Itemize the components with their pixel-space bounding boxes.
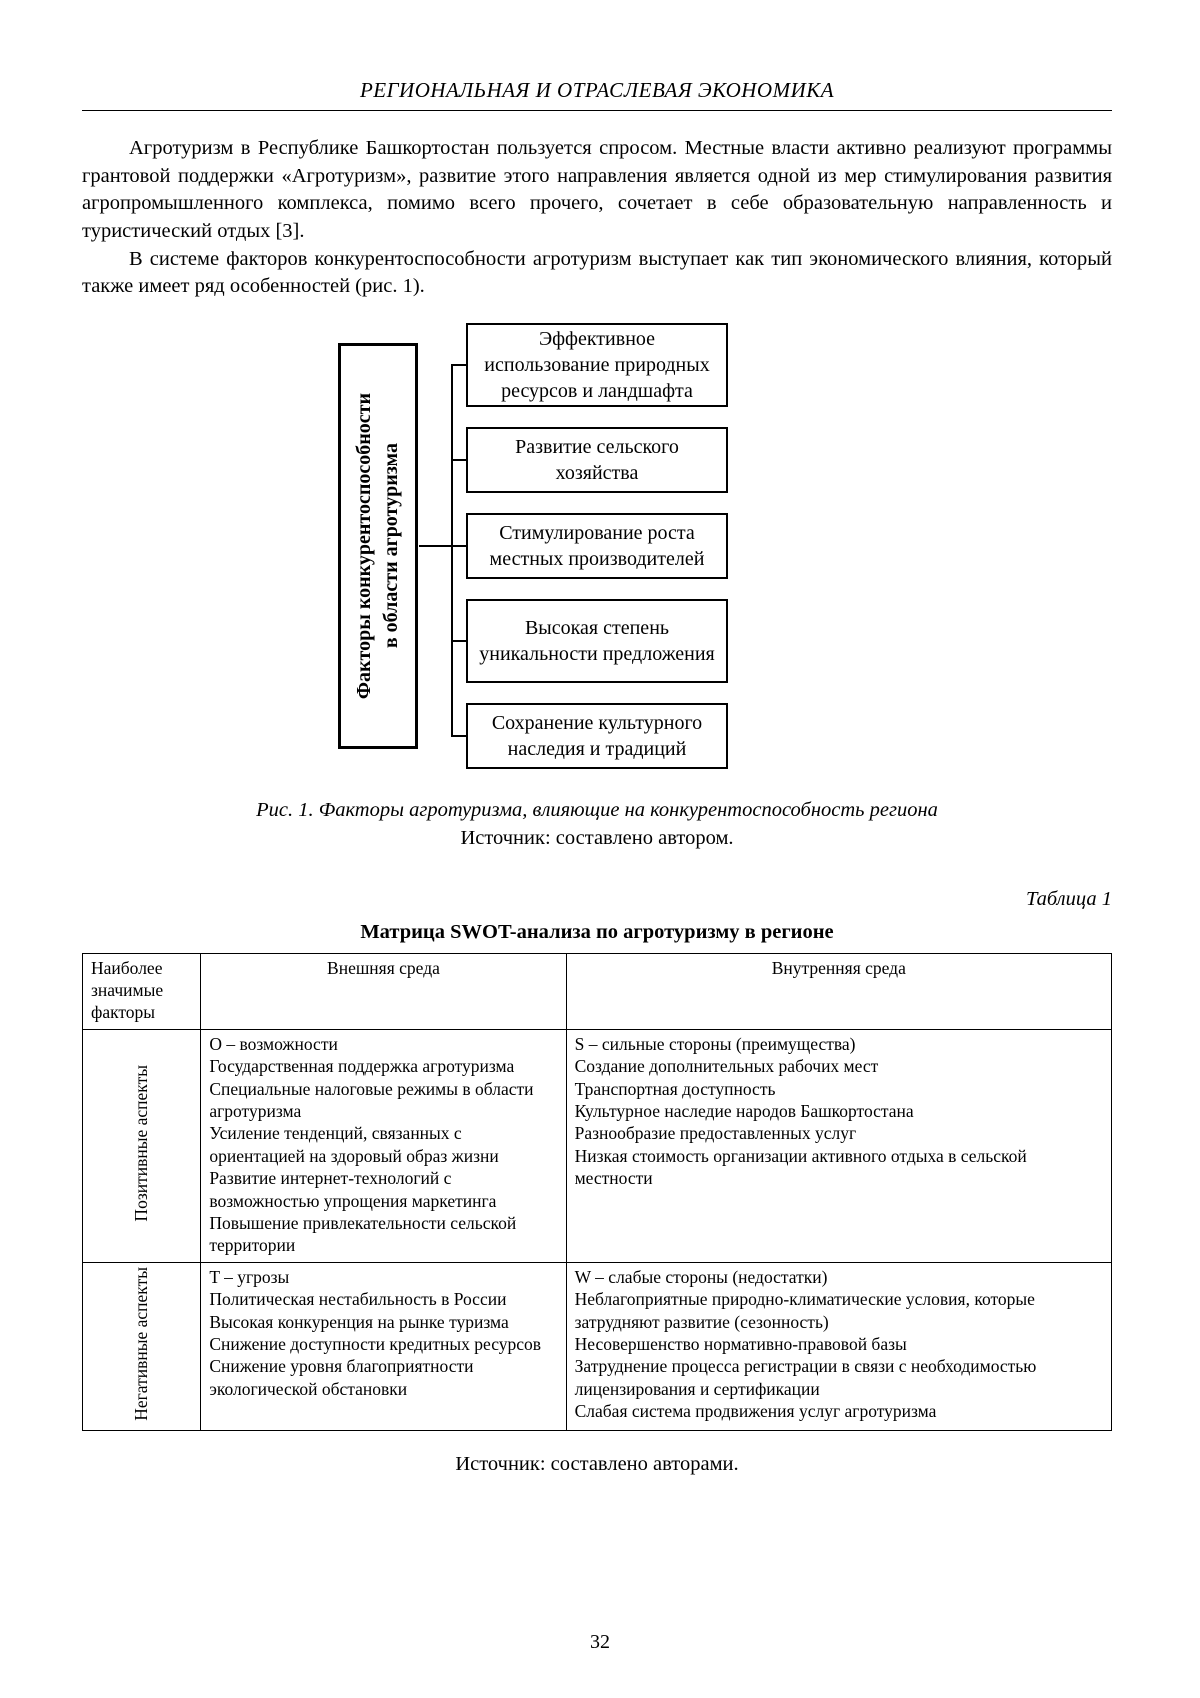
text-line: Слабая система продвижения услуг агротуризма bbox=[574, 1401, 937, 1422]
factor-boxes bbox=[466, 323, 728, 769]
text-line: Высокая конкуренция на рынке туризма bbox=[209, 1311, 509, 1332]
diagram-root-label bbox=[351, 393, 405, 699]
connector-root-line bbox=[419, 545, 453, 547]
connector-trunk-line bbox=[451, 365, 453, 736]
paragraph: В системе факторов конкурентоспособности агротуризм выступает как тип экономического влияния, который также имеет ряд особенностей (рис. 1). bbox=[82, 247, 1112, 298]
cell-opportunities bbox=[201, 1029, 566, 1262]
factor-box bbox=[466, 427, 728, 493]
text-line: W – слабые стороны (недостатки) bbox=[574, 1266, 828, 1287]
threats-list bbox=[209, 1266, 557, 1400]
factor-label: Эффективное использование природных ресурсов и ландшафта bbox=[484, 328, 710, 403]
factor-box bbox=[466, 599, 728, 683]
journal-section-header: РЕГИОНАЛЬНАЯ И ОТРАСЛЕВАЯ ЭКОНОМИКА bbox=[82, 78, 1112, 111]
text-line: Низкая стоимость организации активного отдыха в сельской местности bbox=[574, 1145, 1027, 1189]
text-line: O – возможности bbox=[209, 1033, 338, 1054]
text-line: Транспортная доступность bbox=[574, 1078, 776, 1099]
text-line: Разнообразие предоставленных услуг bbox=[574, 1123, 857, 1144]
text-line: Несовершенство нормативно-правовой базы bbox=[574, 1333, 907, 1354]
factor-box bbox=[466, 703, 728, 769]
text-line: Специальные налоговые режимы в области агротуризма bbox=[209, 1078, 534, 1122]
aspect-label: Негативные аспекты bbox=[130, 1266, 151, 1421]
header-cell-internal: Внутренняя среда bbox=[566, 953, 1111, 1029]
page-number: 32 bbox=[590, 1631, 610, 1653]
text-line: Государственная поддержка агротуризма bbox=[209, 1056, 515, 1077]
factors-diagram bbox=[338, 323, 728, 769]
text-line: Развитие интернет-технологий с возможностью упрощения маркетинга bbox=[209, 1168, 497, 1211]
factor-box bbox=[466, 513, 728, 579]
cell-strengths bbox=[566, 1029, 1111, 1262]
diagram-root-box bbox=[338, 343, 418, 749]
text-line: Создание дополнительных рабочих мест bbox=[574, 1056, 879, 1077]
body-text bbox=[82, 135, 1112, 301]
strengths-list bbox=[575, 1033, 1103, 1190]
header-cell-external: Внешняя среда bbox=[201, 953, 566, 1029]
figure-1 bbox=[82, 323, 1112, 769]
table-row-positive bbox=[83, 1029, 1112, 1262]
factor-box bbox=[466, 323, 728, 407]
text-line: Снижение доступности кредитных ресурсов bbox=[209, 1333, 542, 1354]
paragraph: Агротуризм в Республике Башкортостан пользуется спросом. Местные власти активно реализуют программы грантовой поддержки «Агротуризм», развитие этого направления является одной из мер стимулирования развития агропромышленного комплекса, помимо всего прочего, сочетает в себе образовательную направленность и туристический отдых [3]. bbox=[82, 137, 1112, 243]
table-source: Источник: составлено авторами. bbox=[455, 1452, 739, 1475]
figure-caption: Рис. 1. Факторы агротуризма, влияющие на конкурентоспособность региона bbox=[256, 799, 938, 822]
factor-label: Развитие сельского хозяйства bbox=[515, 436, 679, 485]
text-line: Факторы конкурентоспособности bbox=[353, 392, 375, 700]
text-line: Усиление тенденций, связанных с ориентацией на здоровый образ жизни bbox=[209, 1123, 499, 1166]
text-line: T – угрозы bbox=[209, 1266, 290, 1287]
opportunities-list bbox=[209, 1033, 557, 1257]
header-cell-factors: Наиболее значимые факторы bbox=[83, 953, 201, 1029]
weaknesses-list bbox=[575, 1266, 1103, 1423]
text-line: Повышение привлекательности сельской территории bbox=[209, 1212, 517, 1256]
factor-label: Сохранение культурного наследия и традиций bbox=[491, 712, 703, 761]
table-header-row bbox=[83, 953, 1112, 1029]
aspect-cell-negative bbox=[83, 1262, 201, 1430]
text-line: S – сильные стороны (преимущества) bbox=[574, 1033, 856, 1054]
text-line: в области агротуризма bbox=[380, 443, 402, 649]
factor-label: Стимулирование роста местных производителей bbox=[489, 522, 705, 571]
aspect-label: Позитивные аспекты bbox=[130, 1064, 151, 1222]
figure-source: Источник: составлено автором. bbox=[460, 826, 734, 849]
text-line: Снижение уровня благоприятности экологической обстановки bbox=[209, 1356, 474, 1399]
aspect-cell-positive bbox=[83, 1029, 201, 1262]
text-line: Затруднение процесса регистрации в связи с необходимостью лицензирования и сертификации bbox=[574, 1356, 1037, 1399]
cell-threats bbox=[201, 1262, 566, 1430]
text-line: Неблагоприятные природно-климатические условия, которые затрудняют развитие (сезонность) bbox=[574, 1289, 1035, 1332]
text-line: Культурное наследие народов Башкортостана bbox=[574, 1101, 914, 1122]
table-row-negative bbox=[83, 1262, 1112, 1430]
swot-table bbox=[82, 953, 1112, 1431]
factor-label: Высокая степень уникальности предложения bbox=[479, 617, 715, 666]
cell-weaknesses bbox=[566, 1262, 1111, 1430]
text-line: Политическая нестабильность в России bbox=[209, 1289, 507, 1310]
table-title: Матрица SWOT-анализа по агротуризму в регионе bbox=[360, 920, 834, 943]
table-label: Таблица 1 bbox=[1025, 887, 1112, 910]
